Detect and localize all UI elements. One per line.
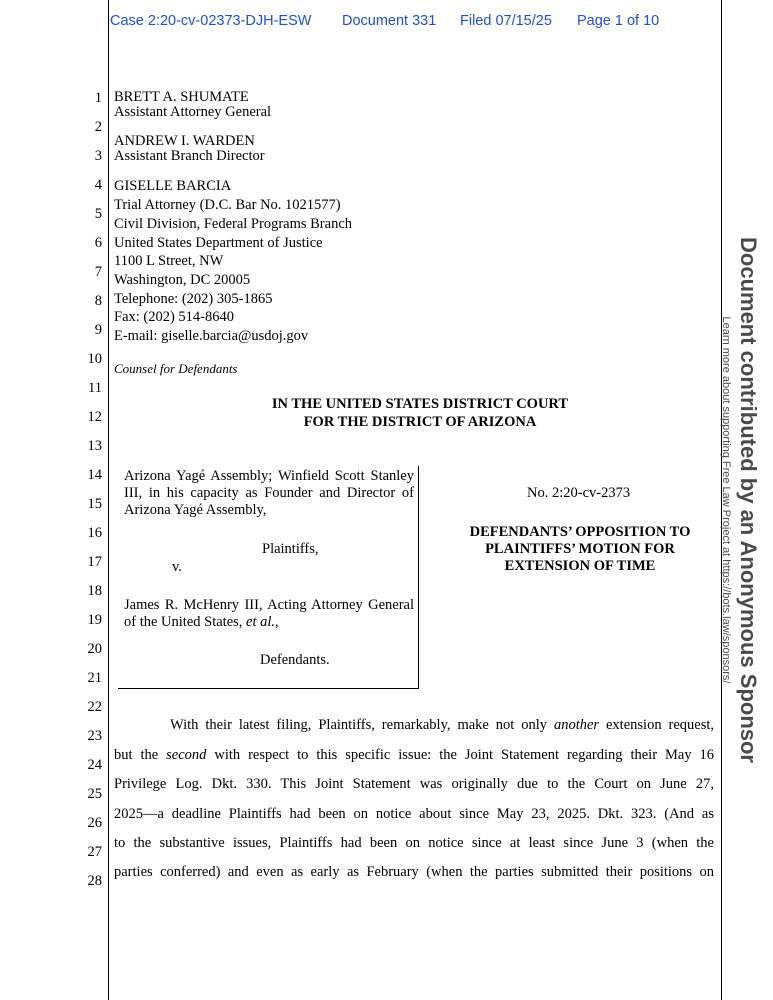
defendants-names: James R. McHenry III, Acting Attorney General of the United States, et al., — [124, 597, 414, 630]
counsel-line: Telephone: (202) 305-1865 — [114, 291, 273, 307]
line-number: 8 — [94, 293, 102, 309]
counsel-line: BRETT A. SHUMATE — [114, 89, 249, 105]
line-number: 16 — [87, 525, 102, 541]
line-number: 25 — [87, 786, 102, 802]
line-number: 14 — [87, 467, 102, 483]
counsel-line: Civil Division, Federal Programs Branch — [114, 216, 353, 232]
case-number-header: Case 2:20-cv-02373-DJH-ESW — [110, 13, 312, 29]
counsel-line: 1100 L Street, NW — [114, 253, 224, 269]
plaintiffs-names: Arizona Yagé Assembly; Winfield Scott Stanley III, in his capacity as Founder and Director of Arizona Yagé Assembly, — [124, 468, 414, 518]
line-number: 19 — [87, 612, 102, 628]
line-number: 6 — [94, 235, 102, 251]
document-title-line: DEFENDANTS’ OPPOSITION TO — [469, 524, 691, 540]
document-title-line: PLAINTIFFS’ MOTION FOR — [485, 541, 675, 557]
line-number: 5 — [94, 206, 102, 222]
counsel-line: Trial Attorney (D.C. Bar No. 1021577) — [114, 197, 341, 213]
document-number-header: Document 331 — [342, 13, 437, 29]
line-number: 26 — [87, 815, 102, 831]
line-number: 1 — [94, 90, 102, 106]
line-number: 2 — [94, 119, 102, 135]
defendants-label: Defendants. — [260, 652, 330, 668]
body-line: but the second with respect to this specific issue: the Joint Statement regarding their May 16 — [114, 747, 715, 763]
counsel-line: Washington, DC 20005 — [114, 272, 251, 288]
versus: v. — [172, 559, 182, 575]
watermark-subtitle[interactable]: Learn more about supporting Free Law Project at https://bots.law/sponsors/ — [720, 316, 732, 684]
counsel-for: Counsel for Defendants — [114, 361, 238, 376]
line-number: 10 — [87, 351, 102, 367]
filed-date-header: Filed 07/15/25 — [460, 13, 552, 29]
body-line: With their latest filing, Plaintiffs, remarkably, make not only another extension request, — [170, 717, 714, 733]
line-number: 20 — [87, 641, 102, 657]
court-district: FOR THE DISTRICT OF ARIZONA — [303, 414, 537, 430]
line-number: 17 — [87, 554, 102, 570]
counsel-line: Assistant Branch Director — [114, 148, 265, 164]
line-number: 12 — [87, 409, 102, 425]
counsel-line: ANDREW I. WARDEN — [114, 133, 255, 149]
counsel-line: Fax: (202) 514-8640 — [114, 309, 235, 325]
line-number: 18 — [87, 583, 102, 599]
line-number: 11 — [88, 380, 102, 396]
line-number: 3 — [94, 148, 102, 164]
line-number: 4 — [94, 177, 102, 193]
line-number: 13 — [87, 438, 102, 454]
plaintiffs-label: Plaintiffs, — [262, 541, 319, 557]
et-al: et al. — [246, 614, 276, 630]
document-title-line: EXTENSION OF TIME — [504, 558, 656, 574]
line-number: 28 — [87, 873, 102, 889]
line-number: 27 — [87, 844, 102, 860]
line-number: 15 — [87, 496, 102, 512]
line-number: 7 — [94, 264, 102, 280]
line-number: 21 — [87, 670, 102, 686]
ecf-header — [110, 13, 710, 33]
counsel-line: GISELLE BARCIA — [114, 178, 232, 194]
court-name: IN THE UNITED STATES DISTRICT COURT — [271, 396, 569, 412]
counsel-line: Assistant Attorney General — [114, 104, 272, 120]
watermark-title: Document contributed by an Anonymous Sponsor — [736, 237, 761, 763]
line-number: 22 — [87, 699, 102, 715]
line-number: 24 — [87, 757, 102, 773]
left-margin-rule — [108, 0, 109, 1000]
line-number: 9 — [94, 322, 102, 338]
counsel-line: E-mail: giselle.barcia@usdoj.gov — [114, 328, 309, 344]
body-line: parties conferred) and even as early as February (when the parties submitted their positions on — [114, 864, 714, 880]
page-count-header: Page 1 of 10 — [577, 13, 660, 29]
body-line: 2025—a deadline Plaintiffs had been on notice about since May 23, 2025. Dkt. 323. (And as — [114, 806, 714, 822]
case-number: No. 2:20-cv-2373 — [527, 485, 631, 501]
counsel-line: United States Department of Justice — [114, 235, 323, 251]
sponsor-watermark — [719, 237, 761, 763]
line-number: 23 — [87, 728, 102, 744]
body-line: to the substantive issues, Plaintiffs had been on notice since at least since June 3 (when the — [114, 835, 714, 851]
body-line: Privilege Log. Dkt. 330. This Joint Statement was originally due to the Court on June 27, — [114, 776, 714, 792]
